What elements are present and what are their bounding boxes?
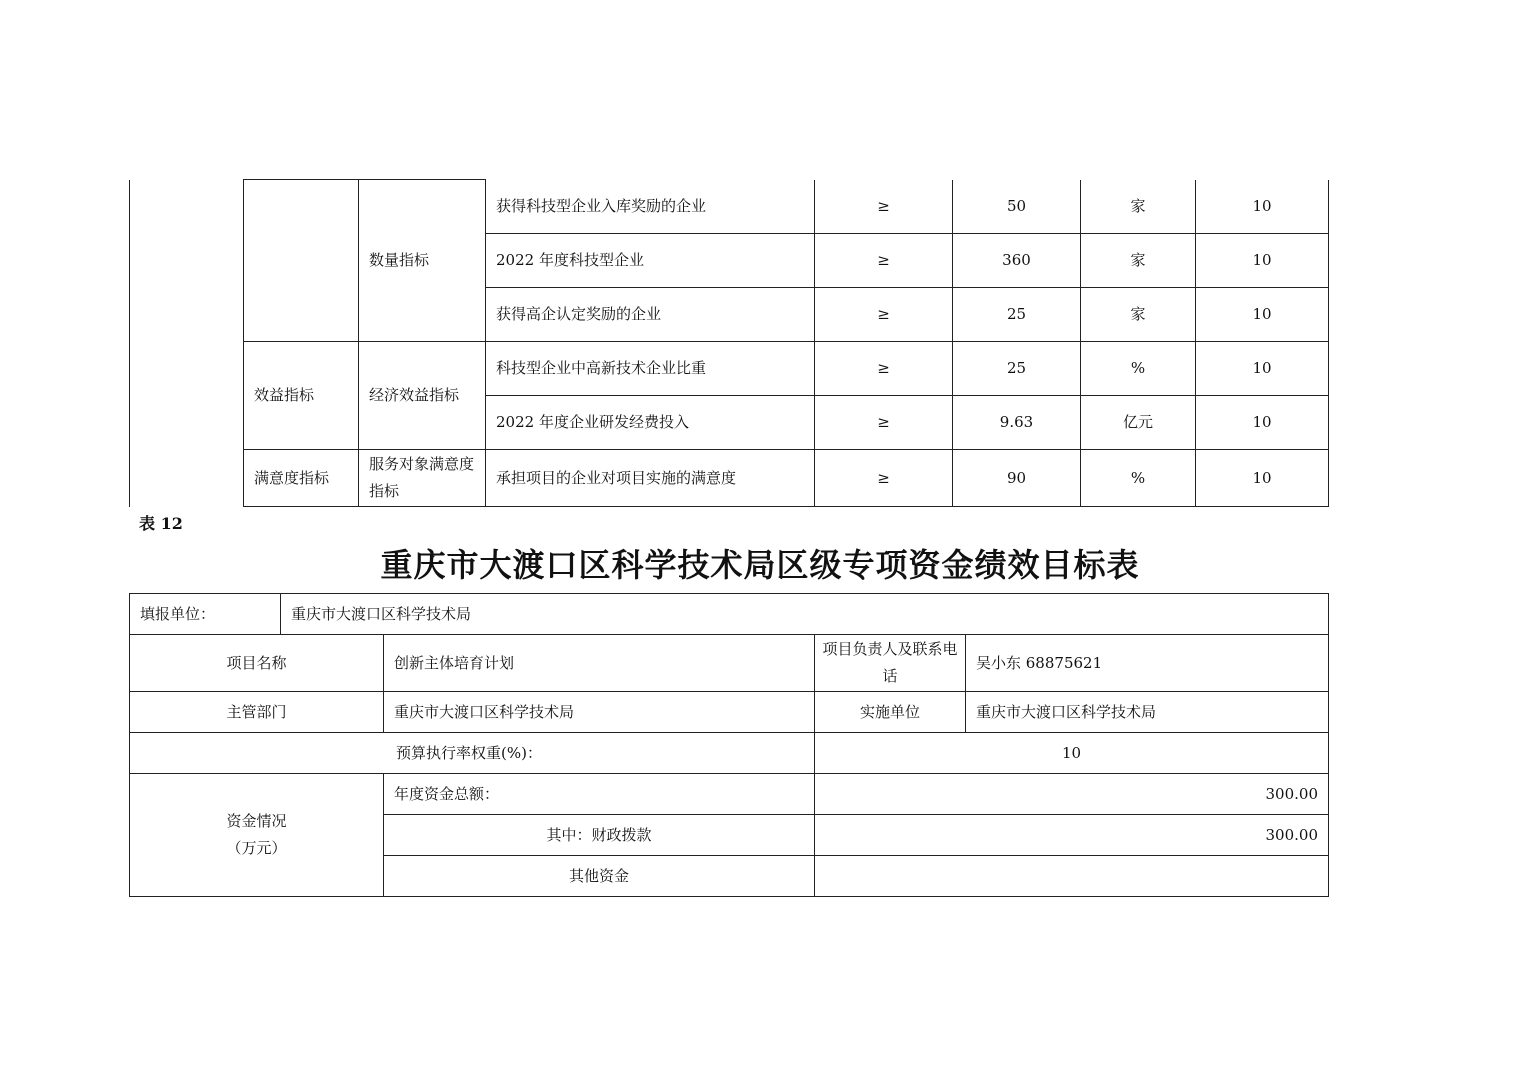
- fill-unit-value: 重庆市大渡口区科学技术局: [281, 594, 1329, 635]
- other-funds-value: [815, 856, 1329, 897]
- operator-cell: ≥: [815, 450, 953, 507]
- table-row: [130, 635, 1329, 692]
- operator-cell: ≥: [815, 180, 953, 234]
- dept-value: 重庆市大渡口区科学技术局: [384, 692, 815, 733]
- weight-cell: 10: [1196, 180, 1329, 234]
- funds-label-cell: [130, 774, 384, 897]
- weight-cell: 10: [1196, 450, 1329, 507]
- funds-label: 资金情况: [226, 812, 287, 830]
- annual-total-label: 年度资金总额：: [384, 774, 815, 815]
- level2-cell: [244, 180, 359, 342]
- table-row: [130, 594, 1329, 635]
- table-row: [130, 342, 1329, 396]
- level3-cell: 服务对象满意度指标: [359, 450, 486, 507]
- other-funds-label: 其他资金: [384, 856, 815, 897]
- level2-cell: 效益指标: [244, 342, 359, 450]
- unit-cell: 家: [1081, 234, 1196, 288]
- operator-cell: ≥: [815, 234, 953, 288]
- indicator-table: [129, 179, 1329, 507]
- value-cell: 50: [953, 180, 1081, 234]
- unit-cell: %: [1081, 342, 1196, 396]
- project-name-label: 项目名称: [130, 635, 384, 692]
- weight-cell: 10: [1196, 396, 1329, 450]
- unit-cell: 家: [1081, 288, 1196, 342]
- table-row: [130, 692, 1329, 733]
- contact-value: 吴小东 68875621: [966, 635, 1329, 692]
- level1-cell: [130, 180, 244, 507]
- table-row: [130, 774, 1329, 815]
- indicator-cell: 获得高企认定奖励的企业: [486, 288, 815, 342]
- budget-rate-label: 预算执行率权重(%)：: [130, 733, 815, 774]
- indicator-cell: 承担项目的企业对项目实施的满意度: [486, 450, 815, 507]
- contact-label: 项目负责人及联系电话: [815, 635, 966, 692]
- table-row: [130, 180, 1329, 234]
- level3-cell: 经济效益指标: [359, 342, 486, 450]
- dept-label: 主管部门: [130, 692, 384, 733]
- annual-total-value: 300.00: [815, 774, 1329, 815]
- fill-unit-label: 填报单位：: [130, 594, 281, 635]
- level3-cell: 数量指标: [359, 180, 486, 342]
- operator-cell: ≥: [815, 396, 953, 450]
- unit-cell: 家: [1081, 180, 1196, 234]
- value-cell: 360: [953, 234, 1081, 288]
- project-name-value: 创新主体培育计划: [384, 635, 815, 692]
- value-cell: 25: [953, 342, 1081, 396]
- funds-unit: （万元）: [226, 839, 287, 857]
- table-row: [130, 733, 1329, 774]
- weight-cell: 10: [1196, 234, 1329, 288]
- fiscal-value: 300.00: [815, 815, 1329, 856]
- impl-label: 实施单位: [815, 692, 966, 733]
- table-number-label: 表 12: [139, 514, 183, 533]
- fiscal-label: 其中：财政拨款: [384, 815, 815, 856]
- indicator-cell: 科技型企业中高新技术企业比重: [486, 342, 815, 396]
- page-title: 重庆市大渡口区科学技术局区级专项资金绩效目标表: [380, 546, 1140, 584]
- performance-form-table: [129, 593, 1329, 897]
- weight-cell: 10: [1196, 288, 1329, 342]
- indicator-cell: 获得科技型企业入库奖励的企业: [486, 180, 815, 234]
- table-row: [130, 450, 1329, 507]
- value-cell: 25: [953, 288, 1081, 342]
- impl-value: 重庆市大渡口区科学技术局: [966, 692, 1329, 733]
- operator-cell: ≥: [815, 342, 953, 396]
- value-cell: 9.63: [953, 396, 1081, 450]
- indicator-cell: 2022 年度企业研发经费投入: [486, 396, 815, 450]
- unit-cell: %: [1081, 450, 1196, 507]
- value-cell: 90: [953, 450, 1081, 507]
- indicator-cell: 2022 年度科技型企业: [486, 234, 815, 288]
- budget-rate-value: 10: [815, 733, 1329, 774]
- operator-cell: ≥: [815, 288, 953, 342]
- level2-cell: 满意度指标: [244, 450, 359, 507]
- weight-cell: 10: [1196, 342, 1329, 396]
- unit-cell: 亿元: [1081, 396, 1196, 450]
